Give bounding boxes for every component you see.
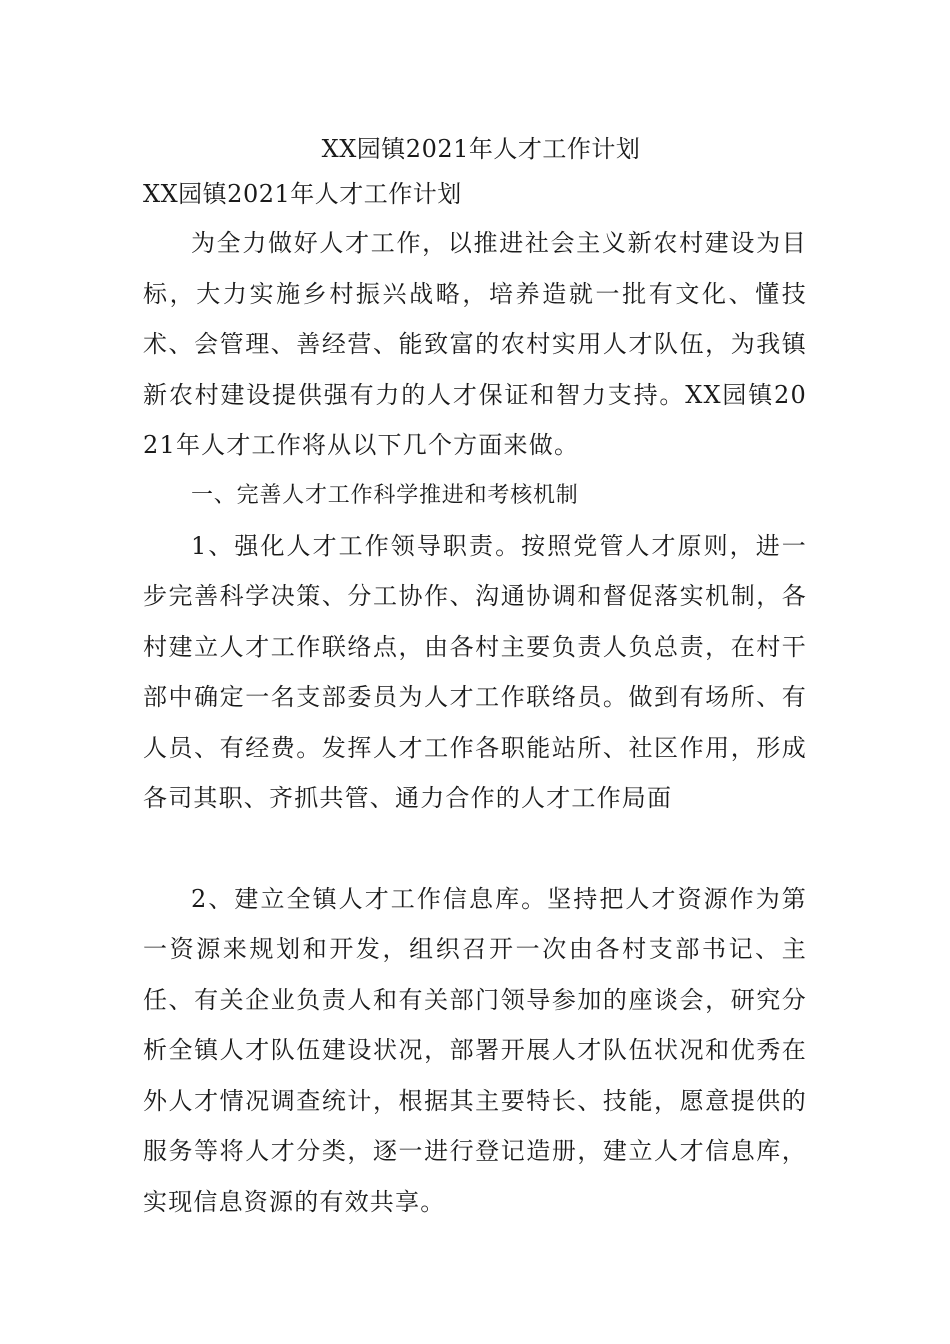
document-body [143, 128, 807, 1227]
paragraph-gap [143, 824, 807, 874]
section-paragraph-2: 2、建立全镇人才工作信息库。坚持把人才资源作为第一资源来规划和开发，组织召开一次由各村支部书记、主任、有关企业负责人和有关部门领导参加的座谈会，研究分析全镇人才队伍建设状况，部署开展人才队伍状况和优秀在外人才情况调查统计，根据其主要特长、技能，愿意提供的服务等将人才分类，逐一进行登记造册，建立人才信息库，实现信息资源的有效共享。 [143, 884, 807, 1216]
section-heading: 一、完善人才工作科学推进和考核机制 [191, 482, 579, 508]
document-subtitle: XX园镇2021年人才工作计划 [143, 180, 462, 208]
section-paragraph-1: 1、强化人才工作领导职责。按照党管人才原则，进一步完善科学决策、分工协作、沟通协调和督促落实机制，各村建立人才工作联络点，由各村主要负责人负总责，在村干部中确定一名支部委员为人才工作联络员。做到有场所、有人员、有经费。发挥人才工作各职能站所、社区作用，形成各司其职、齐抓共管、通力合作的人才工作局面 [143, 531, 807, 812]
intro-paragraph: 为全力做好人才工作，以推进社会主义新农村建设为目标，大力实施乡村振兴战略，培养造就一批有文化、懂技术、会管理、善经营、能致富的农村实用人才队伍，为我镇新农村建设提供强有力的人才保证和智力支持。XX园镇2021年人才工作将从以下几个方面来做。 [143, 229, 807, 459]
document-title: XX园镇2021年人才工作计划 [321, 135, 641, 163]
